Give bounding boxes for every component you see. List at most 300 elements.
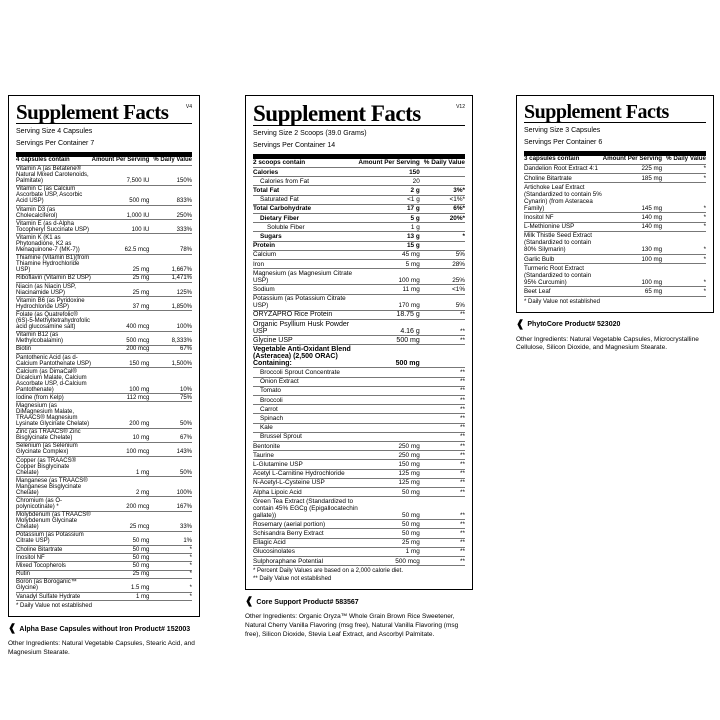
table-row — [253, 195, 465, 204]
nutrient-name: Potassium (as Potassium Citrate USP) — [16, 531, 92, 545]
nutrient-amount: 2 mg — [92, 477, 154, 497]
nutrient-amount: 1 g — [358, 223, 423, 232]
panel-3-servings-per: Servings Per Container 6 — [524, 139, 603, 147]
nutrient-amount: 100 IU — [92, 220, 154, 234]
table-row — [253, 319, 465, 335]
nutrient-name: Vitamin K (K1 as Phytonadione, K2 as Menaquinone-7 (MK-7)) — [16, 234, 92, 254]
nutrient-name: Brussel Sprout — [253, 432, 358, 441]
nutrient-amount: 5 g — [358, 214, 423, 223]
nutrient-name: Zinc (as TRAACS® Zinc Bisglycinate Chelate) — [16, 428, 92, 442]
table-row — [253, 259, 465, 268]
nutrient-amount: 1 mg — [358, 547, 423, 556]
table-row — [16, 394, 192, 402]
table-row — [253, 377, 465, 386]
table-row — [16, 234, 192, 254]
table-row — [524, 213, 706, 222]
table-row — [16, 497, 192, 511]
nutrient-daily-value: * — [666, 222, 706, 231]
nutrient-daily-value: ** — [424, 377, 465, 386]
panel-1-version: V4 — [185, 104, 192, 110]
nutrient-name: Vitamin B6 (as Pyridoxine Hydrochloride USP) — [16, 297, 92, 311]
nutrient-daily-value: 1,850% — [153, 297, 192, 311]
nutrient-name: Calcium — [253, 250, 358, 259]
table-row — [524, 287, 706, 296]
nutrient-name: Chromium (as O-polynicotinate) * — [16, 497, 92, 511]
table-row — [253, 168, 465, 177]
nutrient-name: L-Glutamine USP — [253, 460, 358, 469]
table-row — [524, 222, 706, 231]
nutrient-name: Vegetable Anti-Oxidant Blend (Asteracea) (2,500 ORAC) Containing: — [253, 345, 358, 368]
panel-2-footnote: * Percent Daily Values are based on a 2,000 calorie diet. — [253, 568, 403, 575]
nutrient-name: Biotin — [16, 345, 92, 353]
nutrient-amount: 7,500 IU — [92, 165, 154, 185]
nutrient-amount: 125 mg — [358, 469, 423, 478]
nutrient-daily-value: ** — [424, 432, 465, 441]
nutrient-name: L-Methionine USP — [524, 222, 603, 231]
nutrient-daily-value: <1% — [424, 285, 465, 294]
table-row — [253, 478, 465, 487]
table-row — [253, 414, 465, 423]
nutrient-daily-value: ** — [424, 557, 465, 566]
nutrient-amount: 25 mg — [92, 254, 154, 274]
table-row — [253, 487, 465, 496]
nutrient-name: Iodine (from Kelp) — [16, 394, 92, 402]
table-row — [253, 469, 465, 478]
nutrient-daily-value: ** — [424, 478, 465, 487]
table-row — [16, 368, 192, 394]
nutrient-daily-value — [424, 241, 465, 250]
nutrient-amount: 5 mg — [358, 259, 423, 268]
supplement-facts-panel-1 — [8, 95, 200, 658]
nutrient-amount: 112 mcg — [92, 394, 154, 402]
nutrient-name: Magnesium (as DiMagnesium Malate, TRAACS® Magnesium Lysinate Glycinate Chelate) — [16, 402, 92, 428]
nutrient-amount: 50 mg — [358, 497, 423, 520]
table-row — [253, 538, 465, 547]
nutrient-daily-value: 143% — [153, 442, 192, 456]
nutrient-name: Thiamine (Vitamin B1)(from Thiamine Hydrochloride USP) — [16, 254, 92, 274]
nutrient-daily-value: 5% — [424, 294, 465, 310]
table-row — [253, 345, 465, 368]
nutrient-amount: 150 mg — [92, 353, 154, 367]
table-row — [253, 460, 465, 469]
nutrient-amount: 50 mg — [92, 562, 154, 570]
panel-1-other-ingredients: Other Ingredients: Natural Vegetable Capsules, Stearic Acid, and Magnesium Stearate. — [8, 640, 195, 656]
table-row — [16, 185, 192, 205]
nutrient-daily-value: ** — [424, 487, 465, 496]
nutrient-daily-value — [424, 345, 465, 368]
nutrient-amount: 145 mg — [603, 183, 666, 213]
nutrient-amount: 25 mg — [92, 274, 154, 282]
nutrient-name: Spinach — [253, 414, 358, 423]
nutrient-amount: 500 mcg — [358, 557, 423, 566]
nutrient-name: Choline Bitartrate — [16, 545, 92, 553]
table-row — [16, 592, 192, 600]
nutrient-daily-value: 1,667% — [153, 254, 192, 274]
table-row — [16, 311, 192, 331]
nutrient-amount: 25 mg — [92, 282, 154, 296]
nutrient-daily-value: 333% — [153, 220, 192, 234]
nutrient-amount: 45 mg — [358, 250, 423, 259]
nutrient-amount: 500 mg — [358, 336, 423, 345]
table-row — [524, 174, 706, 183]
pointer-icon: ❰ — [245, 596, 254, 608]
panel-2-col-amount: Amount Per Serving — [358, 159, 423, 168]
panel-1-table — [16, 157, 192, 601]
nutrient-daily-value: ** — [424, 336, 465, 345]
nutrient-name: Calcium (as DimaCal® Dicalcium Malate, Calcium Ascorbate USP, d-Calcium Pantothenate) — [16, 368, 92, 394]
panel-2-product-label: Core Support Product# 583567 — [256, 598, 359, 606]
table-row — [253, 405, 465, 414]
nutrient-daily-value: ** — [424, 529, 465, 538]
panel-1-product-line — [8, 624, 200, 634]
nutrient-daily-value: ** — [424, 423, 465, 432]
nutrient-amount — [358, 396, 423, 405]
panel-1-box — [8, 95, 200, 617]
table-row — [253, 214, 465, 223]
nutrient-daily-value: 67% — [153, 428, 192, 442]
nutrient-name: Mixed Tocopherols — [16, 562, 92, 570]
nutrient-name: Iron — [253, 259, 358, 268]
nutrient-name: Inositol NF — [16, 554, 92, 562]
nutrient-daily-value: * — [153, 545, 192, 553]
table-row — [16, 477, 192, 497]
table-row — [253, 204, 465, 213]
panel-1-serving-size: Serving Size 4 Capsules — [16, 128, 93, 135]
nutrient-daily-value: 78% — [153, 234, 192, 254]
nutrient-daily-value: ** — [424, 547, 465, 556]
nutrient-name: Broccoli Sprout Concentrate — [253, 368, 358, 377]
nutrient-amount: 50 mg — [358, 487, 423, 496]
nutrient-name: Organic Psyllium Husk Powder USP — [253, 319, 358, 335]
nutrient-daily-value: * — [666, 164, 706, 173]
nutrient-name: ORYZAPRO Rice Protein — [253, 310, 358, 319]
panel-3-header-row — [524, 156, 706, 165]
nutrient-name: Molybdenum (as TRAACS® Molybdenum Glycinate Chelate) — [16, 512, 91, 531]
table-row — [16, 254, 192, 274]
nutrient-amount: 62.5 mcg — [92, 234, 154, 254]
nutrient-daily-value: * — [153, 592, 192, 600]
nutrient-daily-value: ** — [424, 386, 465, 395]
nutrient-amount: 2 g — [358, 186, 423, 195]
nutrient-daily-value: ** — [424, 396, 465, 405]
nutrient-name: Ellagic Acid — [253, 538, 358, 547]
table-row — [253, 557, 465, 566]
panel-2-serving-size: Serving Size 2 Scoops (39.0 Grams) — [253, 130, 367, 137]
table-row — [253, 223, 465, 232]
panel-3-title-row — [524, 102, 706, 122]
table-row — [253, 520, 465, 529]
nutrient-daily-value: * — [666, 174, 706, 183]
nutrient-amount: 17 g — [358, 204, 423, 213]
nutrient-daily-value: ** — [424, 310, 465, 319]
nutrient-daily-value: * — [153, 554, 192, 562]
nutrient-name: Dandelion Root Extract 4:1 — [524, 164, 603, 173]
nutrient-daily-value: 50% — [153, 457, 192, 477]
panel-3-col-dv: % Daily Value — [666, 155, 706, 163]
nutrient-amount: 170 mg — [358, 294, 423, 310]
nutrient-daily-value: * — [153, 578, 192, 592]
panel-2-col-dv: % Daily Value — [423, 159, 465, 167]
nutrient-amount — [358, 405, 423, 414]
table-row — [253, 186, 465, 195]
nutrient-name: Rutin — [16, 570, 92, 578]
nutrient-daily-value: 75% — [153, 394, 192, 402]
nutrient-amount: 50 mg — [358, 520, 423, 529]
nutrient-daily-value: 833% — [153, 185, 192, 205]
nutrient-daily-value: <1%* — [424, 195, 465, 204]
nutrient-name: Garlic Bulb — [524, 255, 603, 264]
nutrient-name: Acetyl L-Carnitine Hydrochloride — [253, 469, 358, 478]
nutrient-name: Saturated Fat — [253, 195, 358, 204]
panel-2-product-line — [245, 597, 473, 607]
nutrient-daily-value: 33% — [153, 511, 192, 531]
table-row — [524, 264, 706, 287]
nutrient-name: Protein — [253, 241, 358, 250]
nutrient-amount: 15 g — [358, 241, 423, 250]
panel-2-title: Supplement Facts — [253, 101, 421, 126]
table-row — [16, 578, 192, 592]
table-row — [16, 282, 192, 296]
nutrient-name: Carrot — [253, 405, 358, 414]
table-row — [524, 164, 706, 173]
nutrient-amount: 250 mg — [358, 441, 423, 450]
nutrient-name: Niacin (as Niacin USP, Niacinamide USP) — [16, 282, 92, 296]
panel-3-footnote: * Daily Value not established — [524, 298, 600, 305]
nutrient-daily-value — [424, 223, 465, 232]
table-row — [253, 250, 465, 259]
nutrient-amount: 125 mg — [358, 478, 423, 487]
nutrient-amount: 200 mg — [92, 402, 154, 428]
nutrient-daily-value: ** — [424, 441, 465, 450]
panel-3-title: Supplement Facts — [524, 101, 669, 123]
table-row — [16, 457, 192, 477]
nutrient-name: Green Tea Extract (Standardized to contain 45% EGCg (Epigallocatechin gallate)) — [253, 497, 358, 519]
table-row — [16, 442, 192, 456]
table-row — [253, 241, 465, 250]
nutrient-amount: 1 mg — [92, 592, 154, 600]
nutrient-amount: 1 mg — [92, 457, 154, 477]
nutrient-daily-value: 6%* — [424, 204, 465, 213]
nutrient-daily-value: ** — [424, 520, 465, 529]
nutrient-name: Vitamin C (as Calcium Ascorbate USP, Ascorbic Acid USP) — [16, 185, 92, 205]
nutrient-name: Sulphoraphane Potential — [253, 557, 358, 566]
nutrient-daily-value: 10% — [153, 368, 192, 394]
nutrient-amount — [358, 432, 423, 441]
table-row — [253, 451, 465, 460]
nutrient-amount: 25 mg — [92, 570, 154, 578]
table-row — [253, 423, 465, 432]
nutrient-daily-value: * — [666, 231, 706, 254]
nutrient-name: Manganese (as TRAACS® Manganese Bisglycinate Chelate) — [16, 477, 92, 497]
nutrient-amount: 4.16 g — [358, 319, 423, 335]
nutrient-daily-value: * — [666, 264, 706, 287]
supplement-facts-panel-2 — [245, 95, 473, 640]
nutrient-daily-value: ** — [424, 460, 465, 469]
nutrient-amount: 150 — [358, 168, 423, 177]
nutrient-name: Dietary Fiber — [253, 214, 358, 223]
nutrient-amount: 200 mcg — [92, 497, 154, 511]
panel-1-product-label: Alpha Base Capsules without Iron Product# 152003 — [19, 625, 191, 633]
table-row — [253, 396, 465, 405]
nutrient-name: Vitamin A (as Betatene® Natural Mixed Carotenoids, Palmitate) — [16, 165, 92, 185]
table-row — [16, 531, 192, 545]
nutrient-name: Schisandra Berry Extract — [253, 529, 358, 538]
panel-1-title: Supplement Facts — [16, 100, 169, 124]
table-row — [16, 165, 192, 185]
nutrient-daily-value: 100% — [153, 311, 192, 331]
table-row — [16, 331, 192, 345]
nutrient-name: Calories — [253, 168, 358, 177]
nutrient-amount: 18.75 g — [358, 310, 423, 319]
table-row — [253, 497, 465, 520]
panel-3-other-ingredients: Other Ingredients: Natural Vegetable Capsules, Microcrystalline Cellulose, Silicon Dioxide, and Magnesium Stearate. — [516, 335, 699, 352]
nutrient-name: Artichoke Leaf Extract (Standardized to contain 5% Cynarin) (from Asteracea Family) — [524, 183, 602, 212]
table-row — [16, 511, 192, 531]
nutrient-daily-value: 1,471% — [153, 274, 192, 282]
table-row — [253, 441, 465, 450]
nutrient-amount: <1 g — [358, 195, 423, 204]
nutrient-name: Beet Leaf — [524, 287, 603, 296]
panel-1-header-row — [16, 157, 192, 165]
nutrient-amount: 200 mcg — [92, 345, 154, 353]
nutrient-amount: 11 mg — [358, 285, 423, 294]
panel-2-title-row — [253, 102, 465, 125]
panel-2-col-label: 2 scoops contain — [253, 159, 358, 168]
table-row — [16, 402, 192, 428]
panel-2-version: V12 — [456, 104, 465, 110]
table-row — [253, 294, 465, 310]
nutrient-name: Boron (as Boroganic™ Glycine) — [16, 578, 92, 592]
nutrient-amount: 500 mg — [358, 345, 423, 368]
panel-3-col-amount: Amount Per Serving — [603, 156, 666, 165]
table-row — [524, 183, 706, 213]
nutrient-name: Copper (as TRAACS® Copper Bisglycinate Chelate) — [16, 457, 92, 477]
panel-2-box — [245, 95, 473, 590]
table-row — [253, 386, 465, 395]
nutrient-amount: 100 mg — [603, 255, 666, 264]
nutrient-amount: 50 mg — [92, 554, 154, 562]
nutrient-name: Onion Extract — [253, 377, 358, 386]
nutrient-amount: 100 mg — [92, 368, 154, 394]
table-row — [16, 554, 192, 562]
pointer-icon: ❰ — [8, 623, 17, 635]
nutrient-amount: 185 mg — [603, 174, 666, 183]
nutrient-amount: 100 mg — [603, 264, 666, 287]
nutrient-daily-value: 8,333% — [153, 331, 192, 345]
nutrient-name: Folate (as Quatrefolic® (6S)-5-Methyltetrahydrofolic acid glucosamine salt) — [16, 311, 91, 330]
panel-1-col-dv: % Daily Value — [153, 157, 192, 164]
nutrient-name: Sugars — [253, 232, 358, 241]
nutrient-amount: 140 mg — [603, 222, 666, 231]
nutrient-daily-value: * — [424, 232, 465, 241]
nutrient-daily-value: * — [666, 255, 706, 264]
nutrient-name: Sodium — [253, 285, 358, 294]
nutrient-amount — [358, 368, 423, 377]
nutrient-amount — [358, 423, 423, 432]
table-row — [16, 274, 192, 282]
panel-1-col-amount: Amount Per Serving — [92, 157, 154, 165]
nutrient-name: Glucosinolates — [253, 547, 358, 556]
nutrient-amount: 500 mg — [92, 185, 154, 205]
nutrient-daily-value: ** — [424, 405, 465, 414]
nutrient-daily-value: * — [666, 183, 706, 213]
table-row — [16, 345, 192, 353]
nutrient-name: Bentonite — [253, 441, 358, 450]
table-row — [253, 177, 465, 186]
nutrient-name: Vitamin B12 (as Methylcobalamin) — [16, 331, 92, 345]
nutrient-amount: 500 mcg — [92, 331, 154, 345]
nutrient-daily-value: 250% — [153, 206, 192, 220]
nutrient-name: Selenium (as Selenium Glycinate Complex) — [16, 442, 92, 456]
panel-2-footnote-2: ** Daily Value not established — [253, 576, 332, 583]
nutrient-name: Kale — [253, 423, 358, 432]
nutrient-daily-value: 1,500% — [153, 353, 192, 367]
nutrient-amount: 50 mg — [92, 545, 154, 553]
nutrient-daily-value: 167% — [153, 497, 192, 511]
nutrient-daily-value: ** — [424, 538, 465, 547]
nutrient-amount: 250 mg — [358, 451, 423, 460]
nutrient-daily-value: * — [666, 287, 706, 296]
nutrient-daily-value: 20%* — [424, 214, 465, 223]
nutrient-amount: 50 mg — [358, 529, 423, 538]
table-row — [16, 562, 192, 570]
nutrient-name: Glycine USP — [253, 336, 358, 345]
panel-2-servings-per: Servings Per Container 14 — [253, 142, 336, 150]
nutrient-daily-value: 67% — [153, 345, 192, 353]
nutrient-daily-value: ** — [424, 319, 465, 335]
nutrient-name: Alpha Lipoic Acid — [253, 487, 358, 496]
nutrient-name: Soluble Fiber — [253, 223, 358, 232]
table-row — [16, 206, 192, 220]
nutrient-amount: 20 — [358, 177, 423, 186]
nutrient-name: Vanadyl Sulfate Hydrate — [16, 592, 92, 600]
nutrient-daily-value: * — [666, 213, 706, 222]
nutrient-daily-value: 100% — [153, 477, 192, 497]
nutrient-name: Total Carbohydrate — [253, 204, 358, 213]
nutrient-amount: 50 mg — [92, 531, 154, 545]
nutrient-amount: 400 mcg — [92, 311, 154, 331]
panel-3-product-line — [516, 320, 714, 330]
nutrient-name: Tomato — [253, 386, 358, 395]
nutrient-daily-value: 1% — [153, 531, 192, 545]
table-row — [253, 269, 465, 285]
panel-3-box — [516, 95, 714, 313]
nutrient-name: Inositol NF — [524, 213, 603, 222]
nutrient-amount: 130 mg — [603, 231, 666, 254]
table-row — [16, 220, 192, 234]
nutrient-name: Taurine — [253, 451, 358, 460]
table-row — [253, 529, 465, 538]
nutrient-amount: 225 mg — [603, 164, 666, 173]
supplement-facts-panel-3 — [516, 95, 714, 353]
nutrient-name: Riboflavin (Vitamin B2 USP) — [16, 275, 91, 282]
nutrient-daily-value: ** — [424, 414, 465, 423]
nutrient-daily-value: 3%* — [424, 186, 465, 195]
nutrient-name: Broccoli — [253, 396, 358, 405]
nutrient-name: Total Fat — [253, 186, 358, 195]
table-row — [524, 255, 706, 264]
nutrient-name: Pantothenic Acid (as d-Calcium Pantothenate USP) — [16, 354, 92, 367]
panel-1-servings-per: Servings Per Container 7 — [16, 140, 95, 148]
nutrient-amount: 100 mg — [358, 269, 423, 285]
nutrient-daily-value: 125% — [153, 282, 192, 296]
nutrient-name: Vitamin E (as d-Alpha Tocopheryl Succinate USP) — [16, 220, 92, 234]
nutrient-daily-value: ** — [424, 497, 465, 520]
nutrient-name: Turmeric Root Extract (Standardized to contain 95% Curcumin) — [524, 264, 603, 287]
nutrient-amount: 140 mg — [603, 213, 666, 222]
table-row — [16, 570, 192, 578]
nutrient-amount: 37 mg — [92, 297, 154, 311]
